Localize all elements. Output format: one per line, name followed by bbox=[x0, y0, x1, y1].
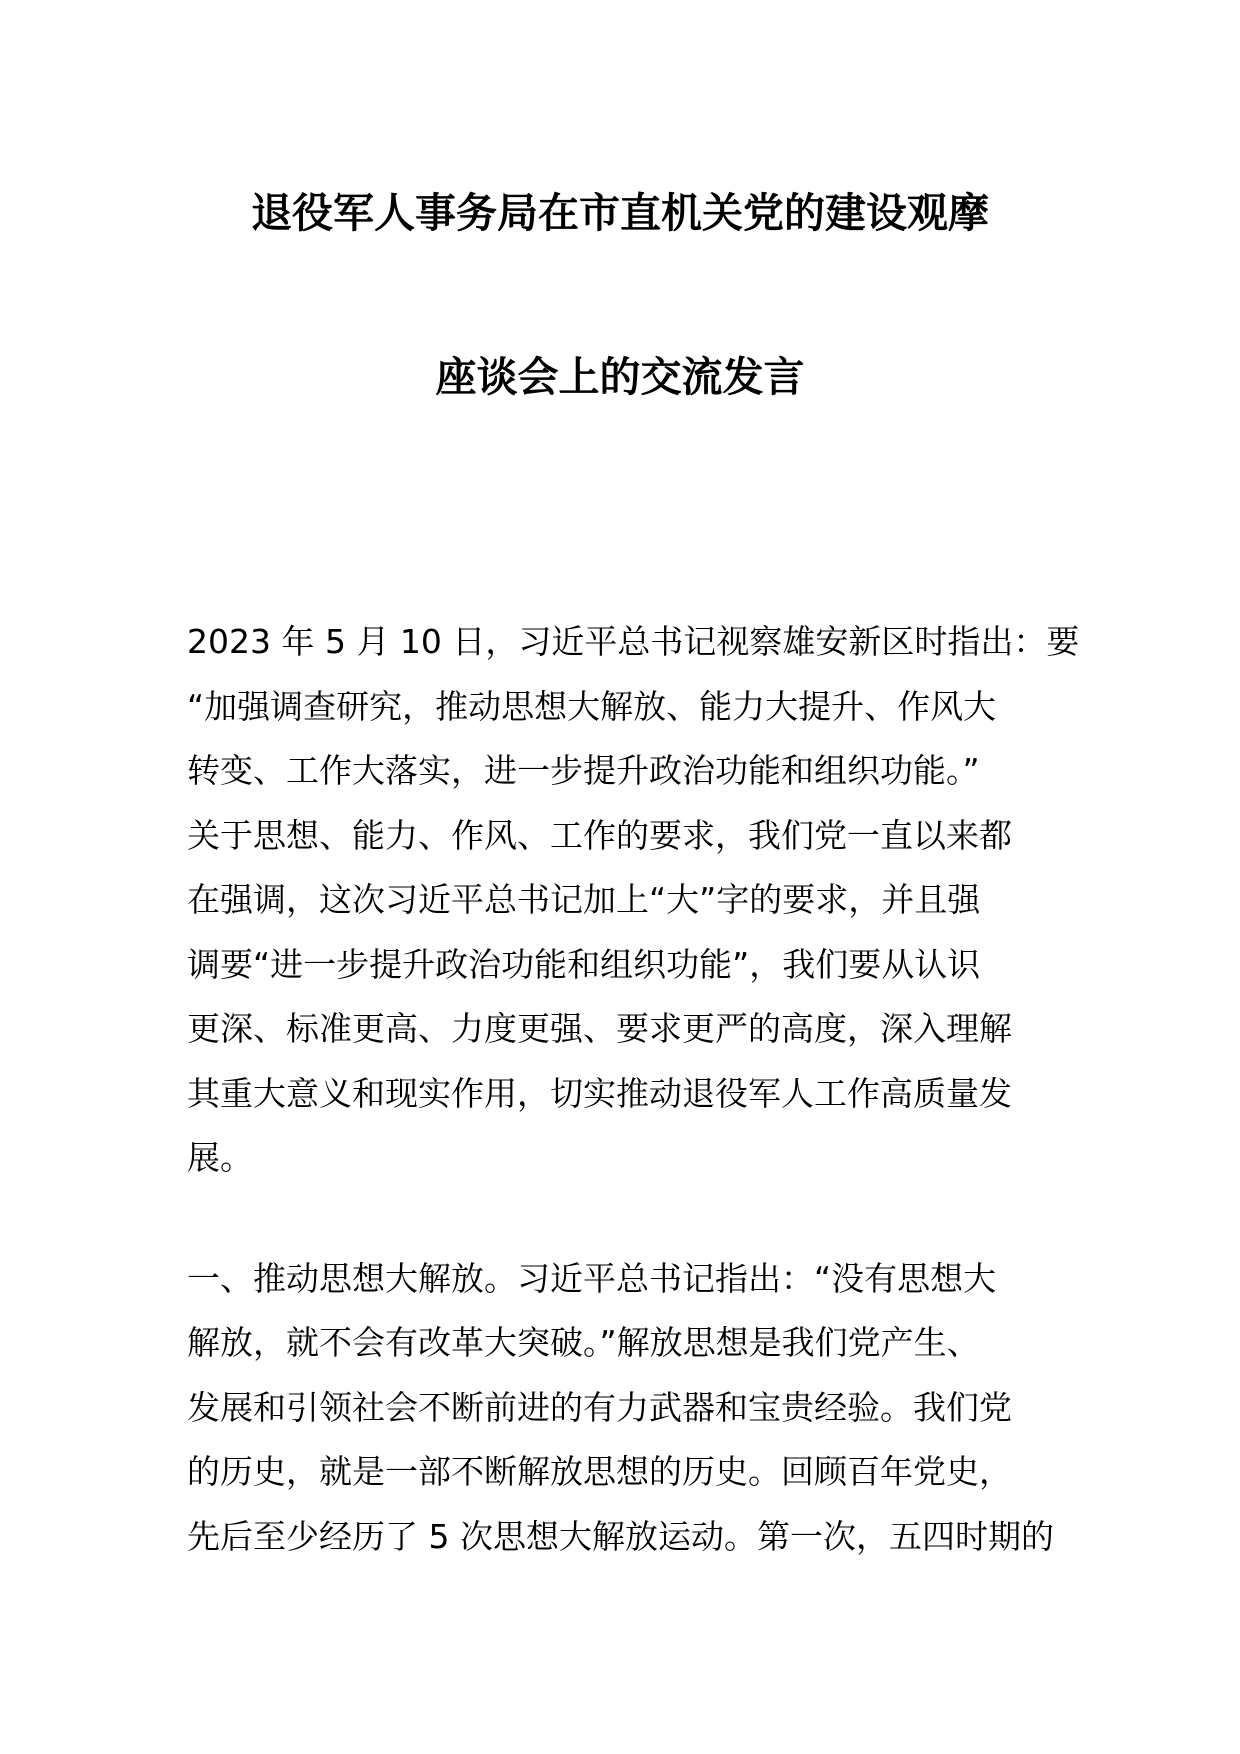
text-line: 展。 bbox=[187, 1138, 253, 1177]
text-line: 调要“进一步提升政治功能和组织功能”，我们要从认识 bbox=[187, 944, 981, 984]
text-line: 解放，就不会有改革大突破。”解放思想是我们党产生、 bbox=[187, 1323, 980, 1362]
text-line: 发展和引领社会不断前进的有力武器和宝贵经验。我们党 bbox=[187, 1387, 1012, 1427]
text-line: 的历史，就是一部不断解放思想的历史。回顾百年党史， bbox=[187, 1452, 1012, 1491]
title-line-2: 座谈会上的交流发言 bbox=[435, 353, 805, 401]
text-line: “加强调查研究，推动思想大解放、能力大提升、作风大 bbox=[187, 686, 997, 726]
text-line: 转变、工作大落实，进一步提升政治功能和组织功能。” bbox=[187, 751, 980, 790]
paragraph-2 bbox=[187, 1247, 1055, 1570]
text-line: 在强调，这次习近平总书记加上“大”字的要求，并且强 bbox=[187, 880, 981, 919]
text-line: 其重大意义和现实作用，切实推动退役军人工作高质量发 bbox=[187, 1073, 1012, 1113]
document-body bbox=[187, 610, 1080, 1569]
title-line-1: 退役军人事务局在市直机关党的建设观摩 bbox=[251, 189, 989, 237]
text-line: 更深、标准更高、力度更强、要求更严的高度，深入理解 bbox=[187, 1009, 1012, 1048]
text-line: 关于思想、能力、作风、工作的要求，我们党一直以来都 bbox=[187, 815, 1012, 855]
paragraph-1 bbox=[187, 610, 1080, 1191]
text-line: 2023 年 5 月 10 日，习近平总书记视察雄安新区时指出：要 bbox=[187, 622, 1080, 661]
text-line: 一、推动思想大解放。习近平总书记指出：“没有思想大 bbox=[187, 1258, 997, 1298]
text-line: 先后至少经历了 5 次思想大解放运动。第一次，五四时期的 bbox=[187, 1516, 1054, 1556]
document-title bbox=[150, 190, 1090, 400]
